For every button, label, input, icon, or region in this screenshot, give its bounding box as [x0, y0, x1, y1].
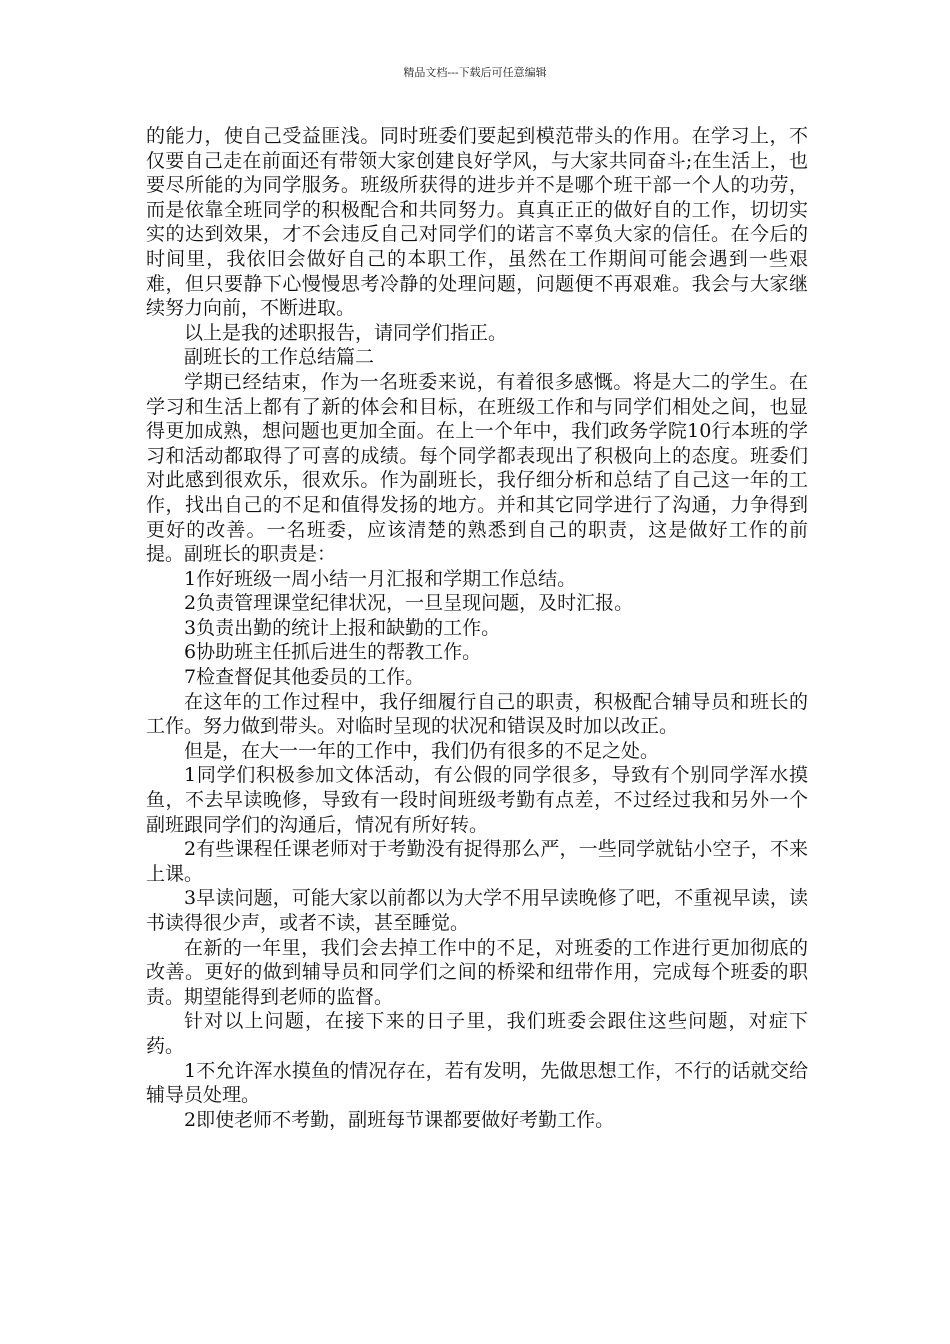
list-item: 2负责管理课堂纪律状况，一旦呈现问题，及时汇报。: [184, 592, 634, 615]
list-item: 2即使老师不考勤，副班每节课都要做好考勤工作。: [184, 1108, 615, 1131]
paragraph: 在新的一年里，我们会去掉工作中的不足，对班委的工作进行更加彻底的改善。更好的做到辅导员和同学们之间的桥梁和纽带作用，完成每个班委的职责。期望能得到老师的监督。: [146, 936, 808, 1008]
list-item: 7检查督促其他委员的工作。: [184, 666, 425, 689]
list-item: 6协助班主任抓后进生的帮教工作。: [184, 641, 482, 664]
list-item: 3早读问题，可能大家以前都以为大学不用早读晚修了吧，不重视早读，读书读得很少声，或者不读，甚至睡觉。: [146, 887, 808, 934]
section-heading: 副班长的工作总结篇二: [184, 346, 375, 369]
paragraph: 学期已经结束，作为一名班委来说，有着很多感慨。将是大二的学生。在学习和生活上都有了新的体会和目标，在班级工作和与同学们相处之间，也显得更加成熟，想问题也更加全面。在上一个年中，我们政务学院10行本班的学习和活动都取得了可喜的成绩。每个同学都表现出了积极向上的态度。班委们对此感到很欢乐，很欢乐。作为副班长，我仔细分析和总结了自己这一年的工作，找出自己的不足和值得发扬的地方。并和其它同学进行了沟通，力争得到更好的改善。一名班委，应该清楚的熟悉到自己的职责，这是做好工作的前提。副班长的职责是：: [146, 370, 808, 566]
list-item: 1同学们积极参加文体活动，有公假的同学很多，导致有个别同学浑水摸鱼，不去早读晚修，导致有一段时间班级考勤有点差，不过经过我和另外一个副班跟同学们的沟通后，情况有所好转。: [146, 764, 808, 836]
list-item: 1不允许浑水摸鱼的情况存在，若有发明，先做思想工作，不行的话就交给辅导员处理。: [146, 1059, 808, 1107]
paragraph: 以上是我的述职报告，请同学们指正。: [184, 321, 508, 344]
list-item: 2有些课程任课老师对于考勤没有捉得那么严，一些同学就钻小空子，不来上课。: [146, 838, 808, 885]
list-item: 3负责出勤的统计上报和缺勤的工作。: [184, 616, 501, 639]
document-body: [146, 124, 808, 1132]
list-item: 1作好班级一周小结一月汇报和学期工作总结。: [184, 567, 577, 590]
page-header: 精品文档---下载后可任意编辑: [403, 66, 547, 79]
paragraph: 的能力，使自己受益匪浅。同时班委们要起到模范带头的作用。在学习上，不仅要自己走在前面还有带领大家创建良好学风，与大家共同奋斗;在生活上，也要尽所能的为同学服务。班级所获得的进步并不是哪个班干部一个人的功劳，而是依靠全班同学的积极配合和共同努力。真真正正的做好自的工作，切切实实的达到效果，才不会违反自己对同学们的诺言不辜负大家的信任。在今后的时间里，我依旧会做好自己的本职工作，虽然在工作期间可能会遇到一些艰难，但只要静下心慢慢思考冷静的处理问题，问题便不再艰难。我会与大家继续努力向前，不断进取。: [146, 125, 808, 320]
paragraph: 在这年的工作过程中，我仔细履行自己的职责，积极配合辅导员和班长的工作。努力做到带头。对临时呈现的状况和错误及时加以改正。: [146, 690, 808, 738]
paragraph: 但是，在大一一年的工作中，我们仍有很多的不足之处。: [184, 739, 660, 762]
paragraph: 针对以上问题，在接下来的日子里，我们班委会跟住这些问题，对症下药。: [146, 1010, 808, 1057]
